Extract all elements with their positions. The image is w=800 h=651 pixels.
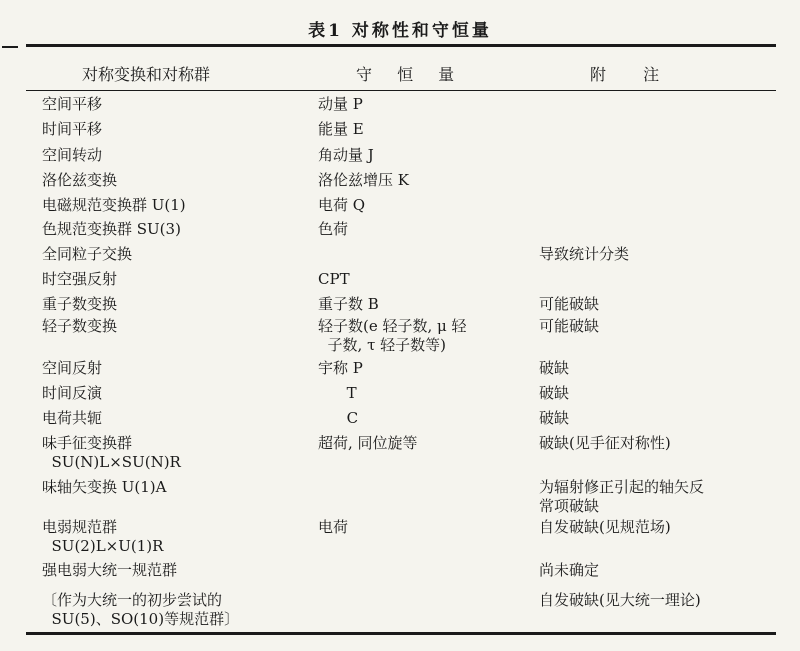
cell-symmetry: 空间平移 [42,95,103,113]
cell-symmetry: 时空强反射 [42,270,118,288]
margin-mark [2,46,18,48]
cell-note: 破缺 [539,359,570,377]
cell-note: 可能破缺 [539,295,600,313]
cell-symmetry: 全同粒子交换 [42,245,133,263]
cell-conserved: 洛伦兹增压 K [318,171,409,189]
cell-symmetry: 时间反演 [42,384,103,402]
cell-conserved: 超荷, 同位旋等 [318,434,418,452]
cell-note: 可能破缺 [539,317,600,335]
top-rule [26,44,776,47]
cell-note: 破缺 [539,384,570,402]
cell-symmetry: 重子数变换 [42,295,118,313]
table-caption: 表1 对称性和守恒量 [308,21,492,41]
cell-conserved: 电荷 Q [318,196,366,214]
cell-conserved: 能量 E [318,120,364,138]
cell-conserved: 动量 P [318,95,363,113]
cell-symmetry: 〔作为大统一的初步尝试的 SU(5)、SO(10)等规范群〕 [42,591,240,628]
cell-symmetry: 空间转动 [42,146,103,164]
cell-conserved: 重子数 B [318,295,379,313]
cell-conserved: CPT [318,270,350,288]
cell-symmetry: 轻子数变换 [42,317,118,335]
cell-note: 自发破缺(见大统一理论) [539,591,701,609]
cell-symmetry: 电磁规范变换群 U(1) [42,196,186,214]
cell-conserved: C [318,409,359,427]
cell-conserved: 电荷 [318,518,349,536]
cell-symmetry: 空间反射 [42,359,103,377]
cell-conserved: 色荷 [318,220,349,238]
cell-symmetry: 电弱规范群 SU(2)L×U(1)R [42,518,164,555]
cell-conserved: 轻子数(e 轻子数, μ 轻 子数, τ 轻子数等) [318,317,467,354]
cell-conserved: 角动量 J [318,146,374,164]
cell-note: 自发破缺(见规范场) [539,518,671,536]
cell-note: 为辐射修正引起的轴矢反 常项破缺 [539,478,705,515]
cell-symmetry: 强电弱大统一规范群 [42,561,178,579]
cell-symmetry: 洛伦兹变换 [42,171,118,189]
cell-conserved: 宇称 P [318,359,363,377]
header-note: 附 注 [590,65,676,84]
cell-symmetry: 电荷共轭 [42,409,103,427]
cell-note: 尚未确定 [539,561,600,579]
cell-symmetry: 味轴矢变换 U(1)A [42,478,167,496]
cell-note: 导致统计分类 [539,245,630,263]
cell-symmetry: 时间平移 [42,120,103,138]
bottom-rule [26,632,776,635]
cell-note: 破缺 [539,409,570,427]
header-conserved: 守 恒 量 [356,65,465,84]
cell-symmetry: 色规范变换群 SU(3) [42,220,181,238]
cell-symmetry: 味手征变换群 SU(N)L×SU(N)R [42,434,181,471]
cell-note: 破缺(见手征对称性) [539,434,671,452]
header-rule [26,90,776,91]
header-symmetry: 对称变换和对称群 [82,65,211,84]
cell-conserved: T [318,384,357,402]
